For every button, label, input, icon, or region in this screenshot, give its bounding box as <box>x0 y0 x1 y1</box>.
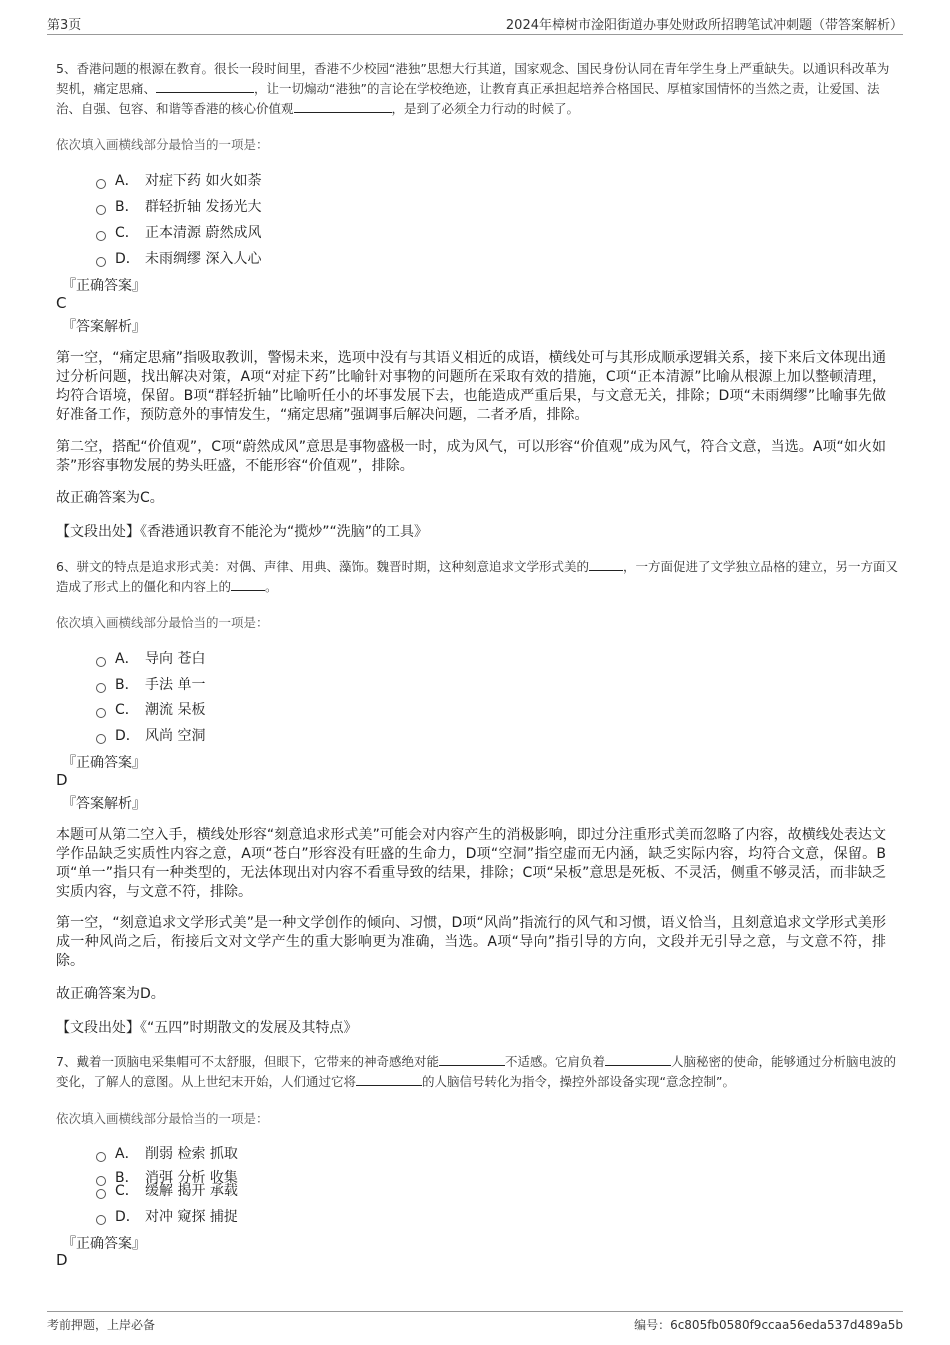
analysis-label: 『答案解析』 <box>62 319 146 335</box>
option-d[interactable]: D． 对冲 窥探 捕捉 <box>96 1206 238 1226</box>
radio-icon[interactable] <box>96 231 106 241</box>
option-b[interactable]: B． 手法 单一 <box>96 674 205 694</box>
option-b[interactable]: B． 群轻折轴 发扬光大 <box>96 196 261 216</box>
footer-slogan: 考前押题，上岸必备 <box>47 1318 156 1332</box>
blank <box>294 100 392 113</box>
document-id: 编号：6c805fb0580f9ccaa56eda537d489a5b <box>634 1318 903 1332</box>
option-b[interactable]: B． 消弭 分析 收集 <box>96 1167 238 1187</box>
radio-icon[interactable] <box>96 708 106 718</box>
radio-icon[interactable] <box>96 734 106 744</box>
question-7-hint: 依次填入画横线部分最恰当的一项是： <box>56 1111 269 1126</box>
blank <box>156 80 254 93</box>
radio-icon[interactable] <box>96 205 106 215</box>
text-source: 【文段出处】《香港通识教育不能沦为“揽炒”“洗脑”的工具》 <box>56 524 429 540</box>
answer-label: 『正确答案』 <box>62 1236 146 1252</box>
answer-value: D <box>56 1251 68 1269</box>
option-d[interactable]: D． 未雨绸缪 深入人心 <box>96 248 261 268</box>
page-footer <box>47 1311 903 1336</box>
analysis-paragraph: 第二空，搭配“价值观”，C项“蔚然成风”意思是事物盛极一时，成为风气，可以形容“价值观”成为风气，符合文意，当选。A项“如火如荼”形容事物发展的势头旺盛，不能形容“价值观”，排除。 <box>56 439 886 474</box>
analysis-paragraph: 本题可从第二空入手，横线处形容“刻意追求形式美”可能会对内容产生的消极影响，即过分注重形式美而忽略了内容，故横线处表达文学作品缺乏实质性内容之意，A项“苍白”形容没有旺盛的生命力，D项“空洞”指空虚而无内涵，缺乏实际内容，均符合文意，保留。B项“单一”指只有一种类型的，无法体现出对内容不看重导致的结果，排除；C项“呆板”意思是死板、不灵活，侧重不够灵活，而非缺乏实质内容，与文意不符，排除。 <box>56 827 886 900</box>
question-6-stem: 6、骈文的特点是追求形式美：对偶、声律、用典、藻饰。魏晋时期，这种刻意追求文学形式美的 ，一方面促进了文学独立品格的建立，另一方面又造成了形式上的僵化和内容上的 。 <box>56 559 898 594</box>
answer-label: 『正确答案』 <box>62 278 146 294</box>
answer-label: 『正确答案』 <box>62 755 146 771</box>
analysis-paragraph: 第一空，“痛定思痛”指吸取教训，警惕未来，选项中没有与其语义相近的成语，横线处可与其形成顺承逻辑关系，接下来后文体现出通过分析问题，找出解决对策，A项“对症下药”比喻针对事物的问题所在采取有效的措施，C项“正本清源”比喻从根源上加以整顿清理，均符合语境，保留。B项“群轻折轴”比喻听任小的坏事发展下去，也能造成严重后果，与文意无关，排除；D项“未雨绸缪”比喻事先做好准备工作，预防意外的事情发生，“痛定思痛”强调事后解决问题，二者矛盾，排除。 <box>56 350 886 423</box>
radio-icon[interactable] <box>96 1189 106 1199</box>
blank <box>589 558 623 571</box>
analysis-conclusion: 故正确答案为C。 <box>56 490 164 506</box>
answer-value: C <box>56 294 67 312</box>
option-c[interactable]: C． 缓解 揭开 承载 <box>96 1180 238 1200</box>
option-a[interactable]: A． 削弱 检索 抓取 <box>96 1143 238 1163</box>
radio-icon[interactable] <box>96 657 106 667</box>
radio-icon[interactable] <box>96 179 106 189</box>
blank <box>605 1053 671 1066</box>
page-header <box>47 14 903 35</box>
option-c[interactable]: C． 正本清源 蔚然成风 <box>96 222 261 242</box>
page-number: 第3页 <box>47 18 82 33</box>
document-title: 2024年樟树市淦阳街道办事处财政所招聘笔试冲刺题（带答案解析） <box>505 18 903 33</box>
option-a[interactable]: A． 导向 苍白 <box>96 648 205 668</box>
analysis-paragraph: 第一空，“刻意追求文学形式美”是一种文学创作的倾向、习惯，D项“风尚”指流行的风气和习惯，语义恰当，且刻意追求文学形式美形成一种风尚之后，衔接后文对文学产生的重大影响更为准确，当选。A项“导向”指引导的方向，文段并无引导之意，与文意不符，排除。 <box>56 915 886 969</box>
text-source: 【文段出处】《“五四”时期散文的发展及其特点》 <box>56 1020 358 1036</box>
question-6-hint: 依次填入画横线部分最恰当的一项是： <box>56 615 269 630</box>
option-d[interactable]: D． 风尚 空洞 <box>96 725 205 745</box>
radio-icon[interactable] <box>96 683 106 693</box>
question-5-hint: 依次填入画横线部分最恰当的一项是： <box>56 137 269 152</box>
analysis-label: 『答案解析』 <box>62 796 146 812</box>
radio-icon[interactable] <box>96 1215 106 1225</box>
question-7-stem: 7、戴着一顶脑电采集帽可不太舒服，但眼下，它带来的神奇感绝对能 不适感。它肩负着 人脑秘密的使命，能够通过分析脑电波的变化，了解人的意图。从上世纪末开始，人们通过它将 的人脑信号转化为指令，操控外部设备实现“意念控制”。 <box>56 1054 896 1089</box>
radio-icon[interactable] <box>96 1152 106 1162</box>
blank <box>356 1073 422 1086</box>
option-a[interactable]: A． 对症下药 如火如荼 <box>96 170 261 190</box>
option-c[interactable]: C． 潮流 呆板 <box>96 699 205 719</box>
answer-value: D <box>56 771 68 789</box>
blank <box>231 578 265 591</box>
analysis-conclusion: 故正确答案为D。 <box>56 986 165 1002</box>
blank <box>439 1053 505 1066</box>
question-5-stem: 5、香港问题的根源在教育。很长一段时间里，香港不少校园“港独”思想大行其道，国家观念、国民身份认同在青年学生身上严重缺失。以通识科改革为契机，痛定思痛、 ，让一切煽动“港独”的言论在学校绝迹，让教育真正承担起培养合格国民、厚植家国情怀的当然之责，让爱国、法治、自强、包容、和谐等香港的核心价值观 ，是到了必须全力行动的时候了。 <box>56 61 890 116</box>
radio-icon[interactable] <box>96 257 106 267</box>
